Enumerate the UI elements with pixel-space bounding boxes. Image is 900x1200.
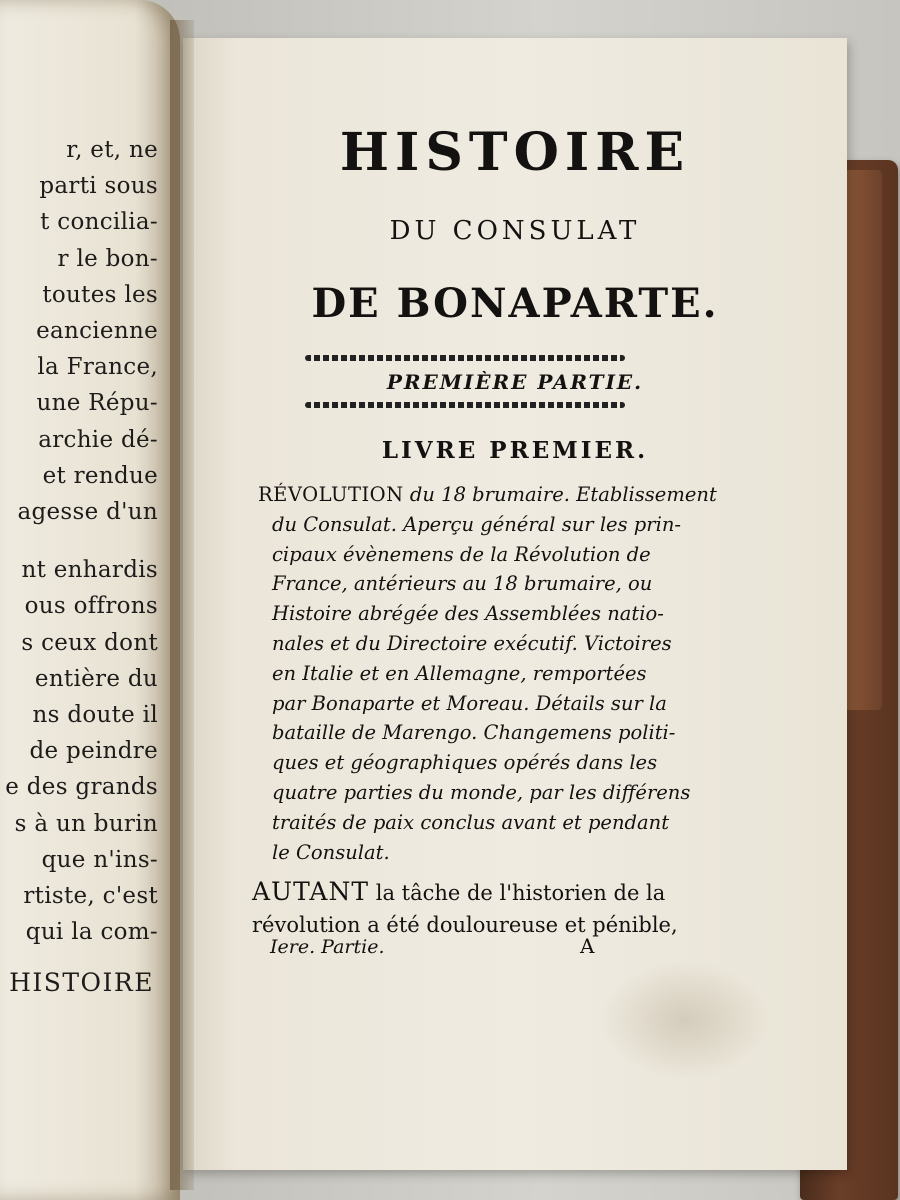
body-text <box>252 876 704 941</box>
left-line: eancienne <box>36 318 158 345</box>
summary-line: traités de paix conclus avant et pendant <box>272 810 670 834</box>
summary-line: Histoire abrégée des Assemblées natio- <box>272 602 664 626</box>
left-line: ns doute il <box>32 702 158 729</box>
left-line: la France, <box>37 354 158 381</box>
page-stain <box>600 960 770 1080</box>
summary-lead: RÉVOLUTION <box>258 483 404 506</box>
left-line: s ceux dont <box>21 629 158 656</box>
left-page-catchword: HISTOIRE <box>9 968 154 997</box>
summary-line: France, antérieurs au 18 brumaire, ou <box>272 572 653 596</box>
summary-line: ques et géographiques opérés dans les <box>272 751 658 775</box>
signature-mark-part: Iere. Partie. <box>270 936 385 958</box>
left-line: t concilia- <box>40 209 158 236</box>
left-line: r, et, ne <box>66 137 158 163</box>
summary-line: en Italie et en Allemagne, remportées <box>272 661 647 685</box>
left-line: s à un burin <box>14 810 158 837</box>
ornamental-rule-top <box>305 355 625 361</box>
left-line: entière du <box>34 665 158 692</box>
left-page <box>0 0 180 1200</box>
book-gutter <box>170 20 194 1190</box>
ornamental-rule-bottom <box>305 402 625 408</box>
left-line: de peindre <box>29 738 158 765</box>
body-lead-word: AUTANT <box>252 877 370 906</box>
summary-line: quatre parties du monde, par les différens <box>272 780 691 804</box>
summary-text: du 18 brumaire. Etablissement <box>403 483 717 506</box>
chapter-summary <box>258 480 717 867</box>
summary-line <box>258 480 717 510</box>
left-line: r le bon- <box>57 245 158 272</box>
signature-letter: A <box>580 934 595 958</box>
left-page-text <box>0 132 158 950</box>
left-line: nt enhardis <box>21 557 158 584</box>
left-line: ous offrons <box>24 593 158 620</box>
summary-line: du Consulat. Aperçu général sur les prin- <box>272 512 681 536</box>
summary-line: nales et du Directoire exécutif. Victoires <box>272 631 672 655</box>
left-line: archie dé- <box>38 426 158 453</box>
page-title: HISTOIRE <box>339 122 691 183</box>
summary-line: bataille de Marengo. Changemens politi- <box>272 721 676 745</box>
page-subtitle: DU CONSULAT <box>389 216 641 246</box>
left-line: et rendue <box>42 462 158 489</box>
left-line: e des grands <box>5 774 158 801</box>
left-line: agesse d'un <box>17 499 158 526</box>
book-heading: LIVRE PREMIER. <box>381 437 649 464</box>
summary-line: cipaux évènemens de la Révolution de <box>272 542 651 566</box>
summary-line: le Consulat. <box>272 840 390 864</box>
body-line <box>252 876 704 909</box>
part-heading: PREMIÈRE PARTIE. <box>386 370 644 394</box>
summary-line: par Bonaparte et Moreau. Détails sur la <box>272 691 667 715</box>
left-line: que n'ins- <box>41 846 158 873</box>
left-line: toutes les <box>42 281 158 308</box>
left-line: qui la com- <box>25 919 158 946</box>
left-line: rtiste, c'est <box>23 883 158 910</box>
body-text-rest: la tâche de l'historien de la <box>369 881 666 905</box>
left-line: une Répu- <box>36 390 158 417</box>
page-title-secondary: DE BONAPARTE. <box>311 280 719 327</box>
body-line: révolution a été douloureuse et pénible, <box>252 913 678 937</box>
left-line: parti sous <box>39 173 158 200</box>
